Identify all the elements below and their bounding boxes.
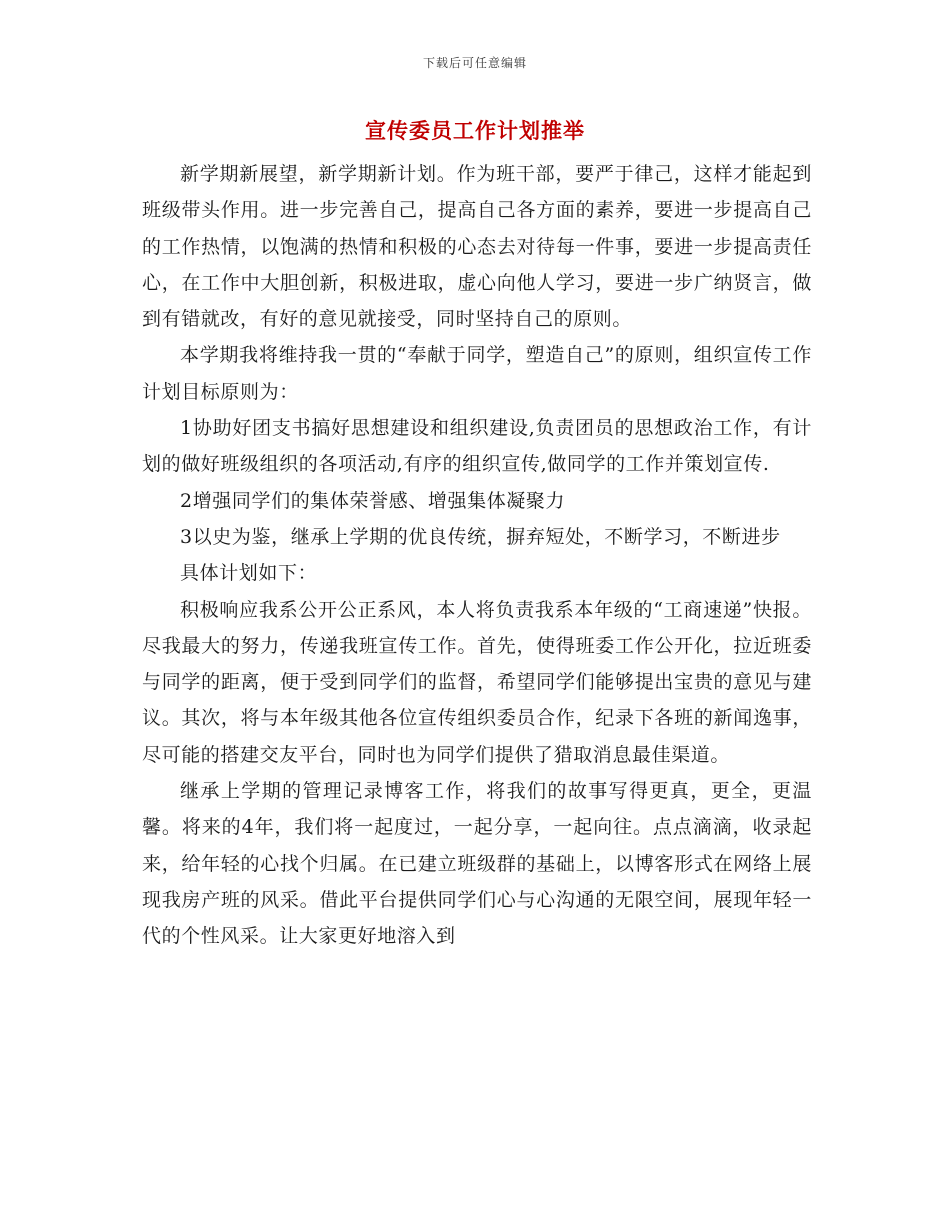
paragraph: 本学期我将维持我一贯的“奉献于同学，塑造自己”的原则，组织宣传工作计划目标原则为：	[142, 344, 812, 403]
paragraph: 3以史为鉴，继承上学期的优良传统，摒弃短处，不断学习，不断进步	[180, 525, 781, 548]
paragraph: 积极响应我系公开公正系风，本人将负责我系本年级的“工商速递”快报。尽我最大的努力，传递我班宣传工作。首先，使得班委工作公开化，拉近班委与同学的距离，便于受到同学们的监督，希望同学们能够提出宝贵的意见与建议。其次，将与本年级其他各位宣传组织委员合作，纪录下各班的新闻逸事，尽可能的搭建交友平台，同时也为同学们提供了猎取消息最佳渠道。	[142, 598, 812, 766]
paragraph: 新学期新展望，新学期新计划。作为班干部，要严于律己，这样才能起到班级带头作用。进一步完善自己，提高自己各方面的素养，要进一步提高自己的工作热情，以饱满的热情和积极的心态去对待每一件事，要进一步提高责任心，在工作中大胆创新，积极进取，虚心向他人学习，要进一步广纳贤言，做到有错就改，有好的意见就接受，同时坚持自己的原则。	[142, 163, 812, 331]
paragraph: 1协助好团支书搞好思想建设和组织建设,负责团员的思想政治工作，有计划的做好班级组织的各项活动,有序的组织宣传,做同学的工作并策划宣传.	[142, 417, 812, 476]
paragraph: 具体计划如下：	[180, 562, 318, 585]
document-body	[142, 156, 812, 955]
paragraph: 2增强同学们的集体荣誉感、增强集体凝聚力	[180, 489, 566, 512]
paragraph: 继承上学期的管理记录博客工作，将我们的故事写得更真，更全，更温馨。将来的4年，我们将一起度过，一起分享，一起向往。点点滴滴，收录起来，给年轻的心找个归属。在已建立班级群的基础上，以博客形式在网络上展现我房产班的风采。借此平台提供同学们心与心沟通的无限空间，展现年轻一代的个性风采。让大家更好地溶入到	[142, 780, 812, 948]
document-title: 宣传委员工作计划推举	[365, 118, 585, 143]
header-note: 下载后可任意编辑	[422, 56, 527, 70]
